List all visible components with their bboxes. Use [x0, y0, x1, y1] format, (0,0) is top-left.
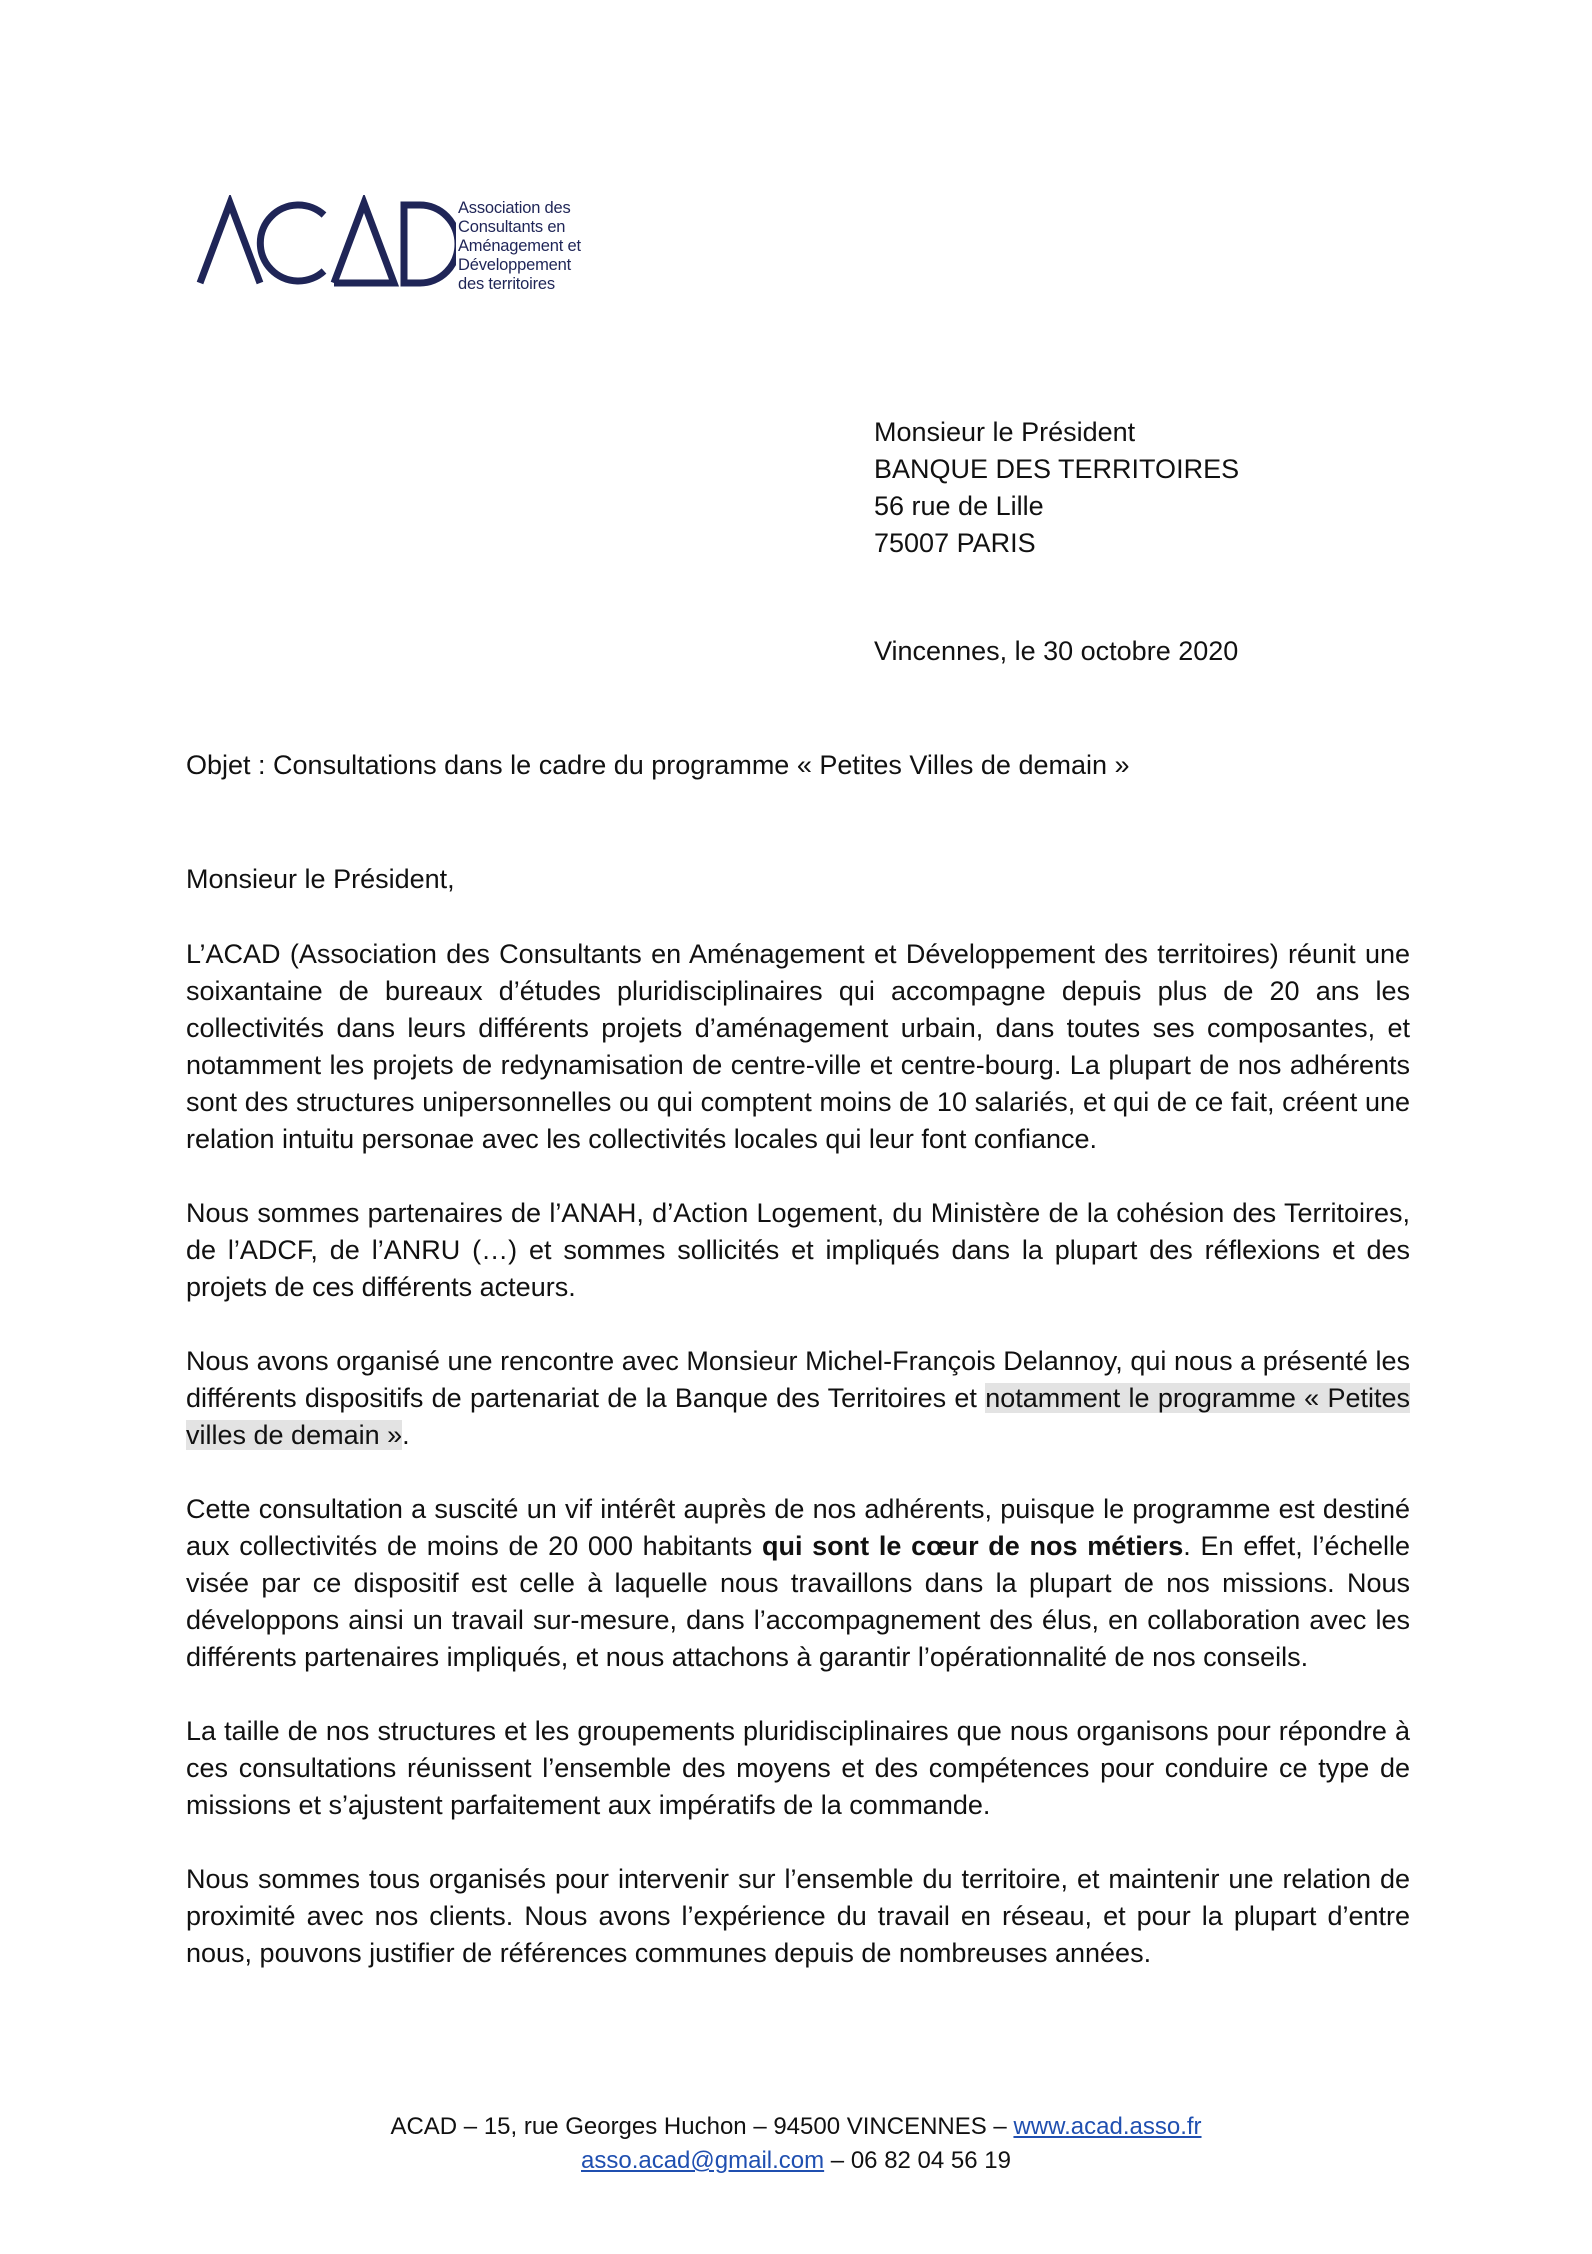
letter-footer	[0, 2110, 1592, 2178]
recipient-line: BANQUE DES TERRITOIRES	[874, 454, 1240, 484]
footer-line	[0, 2110, 1592, 2144]
email-link[interactable]: asso.acad@gmail.com	[581, 2147, 825, 2174]
footer-line	[0, 2144, 1592, 2178]
paragraph: L’ACAD (Association des Consultants en Aménagement et Développement des territoires) réunit une soixantaine de bureaux d’études pluridisciplinaires qui accompagne depuis plus de 20 ans les collectivités dans leurs différents projets d’aménagement urbain, dans toutes ses composantes, et notamment les projets de redynamisation de centre-ville et centre-bourg. La plupart de nos adhérents sont des structures unipersonnelles ou qui comptent moins de 10 salariés, et qui de ce fait, créent une relation intuitu personae avec les collectivités locales qui leur font confiance.	[186, 939, 1410, 1154]
salutation: Monsieur le Président,	[186, 864, 455, 894]
paragraph-text: Nous avons organisé une rencontre avec Monsieur Michel-François Delannoy, qui nous a présenté les différents dispositifs de partenariat de la Banque des Territoires et	[186, 1346, 1410, 1413]
acad-logo	[196, 195, 616, 305]
paragraph	[186, 1343, 1410, 1454]
paragraph-text: .	[402, 1420, 410, 1450]
paragraph-text: Cette consultation a suscité un vif intérêt auprès de nos adhérents, puisque le programme est destiné aux collectivités de moins de 20 000 habitants	[186, 1494, 1410, 1561]
footer-phone: – 06 82 04 56 19	[824, 2147, 1011, 2174]
footer-address: ACAD – 15, rue Georges Huchon – 94500 VINCENNES –	[390, 2113, 1014, 2140]
bold-text: qui sont le cœur de nos métiers	[761, 1531, 1184, 1561]
logo-subtitle-line: Association des	[458, 199, 571, 217]
website-link[interactable]: www.acad.asso.fr	[1013, 2113, 1202, 2140]
paragraph: La taille de nos structures et les groupements pluridisciplinaires que nous organisons pour répondre à ces consultations réunissent l’ensemble des moyens et des compétences pour conduire ce type de missions et s’ajustent parfaitement aux impératifs de la commande.	[186, 1716, 1410, 1820]
paragraph-text: . En effet, l’échelle visée par ce dispositif est celle à laquelle nous travaillons dans la plupart de nos missions. Nous développons ainsi un travail sur-mesure, dans l’accompagnement des élus, en collaboration avec les différents partenaires impliqués, et nous attachons à garantir l’opérationnalité de nos conseils.	[186, 1531, 1411, 1672]
logo-subtitle-line: des territoires	[458, 275, 555, 293]
letter-date: Vincennes, le 30 octobre 2020	[874, 636, 1239, 666]
paragraph: Nous sommes partenaires de l’ANAH, d’Action Logement, du Ministère de la cohésion des Territoires, de l’ADCF, de l’ANRU (…) et sommes sollicités et impliqués dans la plupart des réflexions et des projets de ces différents acteurs.	[186, 1198, 1410, 1302]
logo-subtitle-line: Aménagement et	[458, 237, 581, 255]
letter-body	[186, 936, 1410, 2009]
logo-subtitle-line: Consultants en	[458, 218, 566, 236]
recipient-line: 56 rue de Lille	[874, 491, 1044, 521]
paragraph	[186, 1491, 1410, 1676]
recipient-line: 75007 PARIS	[874, 528, 1036, 558]
highlighted-text: notamment le programme « Petites villes de demain »	[186, 1383, 1410, 1450]
letter-subject: Objet : Consultations dans le cadre du programme « Petites Villes de demain »	[186, 750, 1130, 780]
paragraph: Nous sommes tous organisés pour intervenir sur l’ensemble du territoire, et maintenir une relation de proximité avec nos clients. Nous avons l’expérience du travail en réseau, et pour la plupart d’entre nous, pouvons justifier de références communes depuis de nombreuses années.	[186, 1864, 1410, 1968]
recipient-line: Monsieur le Président	[874, 417, 1136, 447]
acad-logo-mark	[196, 195, 456, 295]
recipient-address	[874, 414, 1239, 562]
logo-subtitle-line: Développement	[458, 256, 571, 274]
logo-subtitle	[458, 199, 581, 294]
